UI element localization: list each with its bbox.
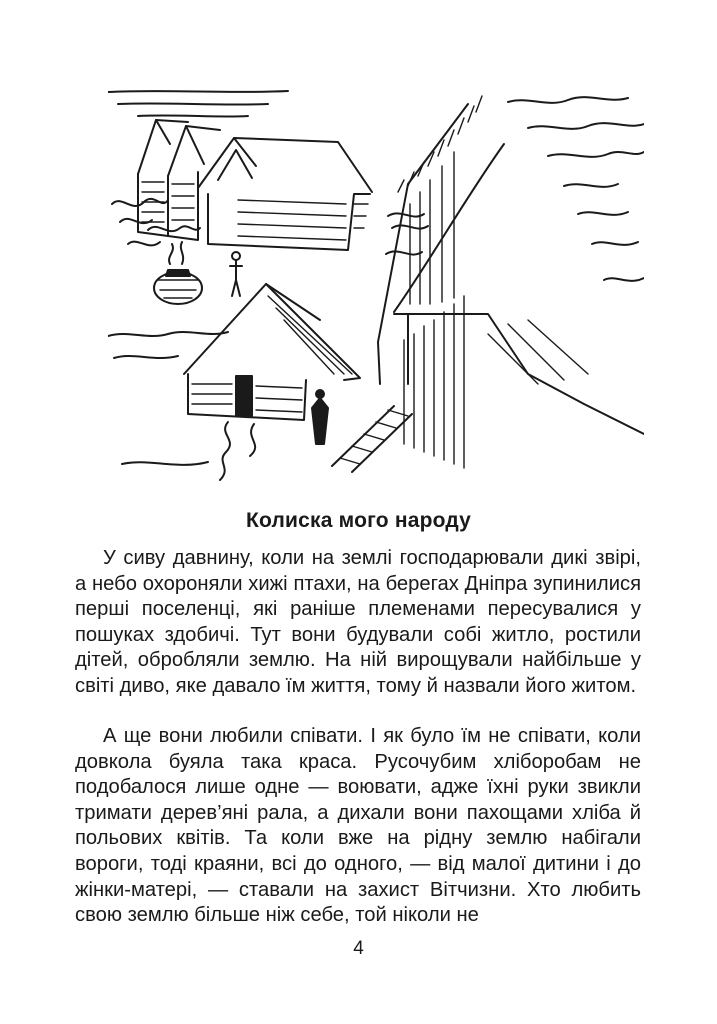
paragraph-2: А ще вони любили співати. І як було їм не співати, коли довкола буяла така краса. Русочубим хліборобам не подобалося лише одне — воювати, адже їхні руки звикли тримати дерев’яні рала, а дихали вони пахощами хліба й польових квітів. Та коли вже на рідну землю набігали вороги, тоді краяни, всі до одного, — від малої дитини і до жінки-матері, — ставали на захист Вітчизни. Хто любить свою землю більше ніж себе, той ніколи не (75, 725, 641, 927)
paragraph-1: У сиву давнину, коли на землі господарювали дикі звірі, а небо охороняли хижі птахи, на берегах Дніпра зупинилися перші поселенці, які раніше племенами пересувалися у пошуках здобичі. Тут вони будували собі житло, ростили дітей, обробляли землю. На ній вирощували найбільше у світі диво, яке давало їм життя, тому й назвали його житом. (75, 547, 641, 697)
ground-lines (108, 332, 255, 480)
page-title: Колиска мого народу (245, 509, 472, 532)
palisade-fence (378, 96, 644, 468)
settlement-illustration (108, 84, 644, 484)
settlement-drawing (108, 84, 644, 484)
person-bottom (312, 390, 328, 444)
fire-pit (154, 242, 202, 304)
page-number: 4 (353, 938, 364, 959)
river-waves (386, 97, 644, 281)
person-top (230, 252, 242, 296)
house-bottom (184, 284, 360, 420)
ladder (332, 406, 412, 472)
sky-lines (108, 91, 288, 117)
